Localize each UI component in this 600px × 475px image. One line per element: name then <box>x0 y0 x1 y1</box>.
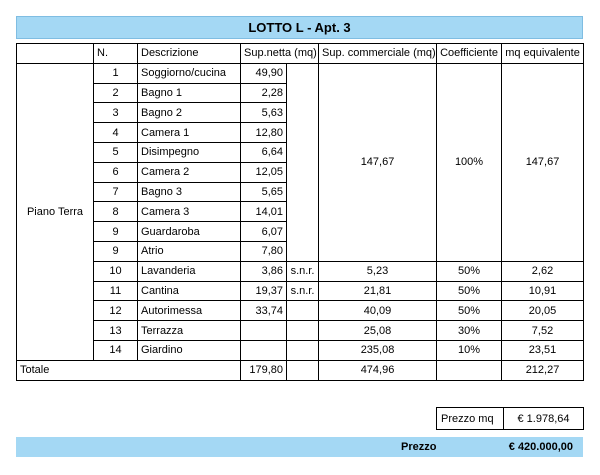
row-number: 13 <box>94 321 138 341</box>
prezzo-mq-label: Prezzo mq <box>437 408 504 430</box>
row-sup-netta: 19,37 <box>241 281 287 301</box>
row-snr <box>287 321 319 341</box>
row-description: Guardaroba <box>138 222 241 242</box>
row-number: 11 <box>94 281 138 301</box>
table-row <box>17 261 584 281</box>
header-mq-equivalente: mq equivalente <box>502 44 584 64</box>
row-sup-commerciale: 25,08 <box>319 321 437 341</box>
row-coefficiente: 30% <box>437 321 502 341</box>
row-number: 9 <box>94 241 138 261</box>
row-number: 10 <box>94 261 138 281</box>
row-description: Cantina <box>138 281 241 301</box>
row-number: 9 <box>94 222 138 242</box>
row-sup-netta: 7,80 <box>241 241 287 261</box>
prezzo-label: Prezzo <box>401 441 437 453</box>
table-row <box>17 63 584 83</box>
row-sup-netta <box>241 321 287 341</box>
row-sup-netta: 12,05 <box>241 162 287 182</box>
row-mq-equivalente: 10,91 <box>502 281 584 301</box>
row-number: 8 <box>94 202 138 222</box>
table-row <box>17 321 584 341</box>
row-sup-netta: 3,86 <box>241 261 287 281</box>
row-description: Autorimessa <box>138 301 241 321</box>
row-description: Bagno 1 <box>138 83 241 103</box>
row-number: 6 <box>94 162 138 182</box>
row-sup-commerciale: 40,09 <box>319 301 437 321</box>
row-sup-netta: 6,07 <box>241 222 287 242</box>
row-mq-equivalente: 20,05 <box>502 301 584 321</box>
row-number: 12 <box>94 301 138 321</box>
row-description: Disimpegno <box>138 142 241 162</box>
row-sup-commerciale: 21,81 <box>319 281 437 301</box>
header-n: N. <box>94 44 138 64</box>
group-coefficiente: 100% <box>437 63 502 261</box>
table-row <box>17 281 584 301</box>
row-description: Bagno 2 <box>138 103 241 123</box>
row-description: Camera 1 <box>138 123 241 143</box>
row-description: Atrio <box>138 241 241 261</box>
row-description: Camera 2 <box>138 162 241 182</box>
row-coefficiente: 10% <box>437 340 502 360</box>
prezzo-mq-box <box>436 407 584 430</box>
row-sup-netta: 33,74 <box>241 301 287 321</box>
totale-label: Totale <box>17 360 241 380</box>
table-row <box>17 340 584 360</box>
totale-sup-commerciale: 474,96 <box>319 360 437 380</box>
totale-coef-empty <box>437 360 502 380</box>
prezzo-mq-value: € 1.978,64 <box>504 408 584 430</box>
lotto-title: LOTTO L - Apt. 3 <box>16 16 583 39</box>
group-sup-commerciale: 147,67 <box>319 63 437 261</box>
row-sup-netta: 49,90 <box>241 63 287 83</box>
totale-mq-equivalente: 212,27 <box>502 360 584 380</box>
row-sup-netta: 5,65 <box>241 182 287 202</box>
table-row <box>17 301 584 321</box>
row-mq-equivalente: 7,52 <box>502 321 584 341</box>
row-sup-commerciale: 5,23 <box>319 261 437 281</box>
header-descrizione: Descrizione <box>138 44 241 64</box>
header-row <box>17 44 584 64</box>
totale-sup-netta: 179,80 <box>241 360 287 380</box>
header-sup-commerciale: Sup. commerciale (mq) <box>319 44 437 64</box>
row-number: 3 <box>94 103 138 123</box>
row-snr <box>287 340 319 360</box>
prezzo-bar <box>16 437 583 457</box>
row-description: Soggiorno/cucina <box>138 63 241 83</box>
row-sup-netta: 12,80 <box>241 123 287 143</box>
row-coefficiente: 50% <box>437 301 502 321</box>
row-number: 7 <box>94 182 138 202</box>
row-description: Giardino <box>138 340 241 360</box>
header-empty <box>17 44 94 64</box>
header-coefficiente: Coefficiente <box>437 44 502 64</box>
row-description: Lavanderia <box>138 261 241 281</box>
row-sup-netta: 5,63 <box>241 103 287 123</box>
row-number: 14 <box>94 340 138 360</box>
row-number: 5 <box>94 142 138 162</box>
row-sup-netta: 14,01 <box>241 202 287 222</box>
row-number: 4 <box>94 123 138 143</box>
row-sup-netta: 6,64 <box>241 142 287 162</box>
totale-snr-empty <box>287 360 319 380</box>
row-number: 1 <box>94 63 138 83</box>
row-description: Bagno 3 <box>138 182 241 202</box>
floor-label: Piano Terra <box>17 63 94 360</box>
row-description: Terrazza <box>138 321 241 341</box>
row-number: 2 <box>94 83 138 103</box>
row-coefficiente: 50% <box>437 261 502 281</box>
row-sup-netta: 2,28 <box>241 83 287 103</box>
totale-row <box>17 360 584 380</box>
row-description: Camera 3 <box>138 202 241 222</box>
row-sup-netta <box>241 340 287 360</box>
group-mq-equivalente: 147,67 <box>502 63 584 261</box>
prezzo-value: € 420.000,00 <box>508 441 573 453</box>
surface-table <box>16 43 584 381</box>
row-snr: s.n.r. <box>287 281 319 301</box>
row-sup-commerciale: 235,08 <box>319 340 437 360</box>
header-sup-netta: Sup.netta (mq) <box>241 44 319 64</box>
row-snr <box>287 301 319 321</box>
row-coefficiente: 50% <box>437 281 502 301</box>
row-snr: s.n.r. <box>287 261 319 281</box>
group-snr-empty <box>287 63 319 261</box>
row-mq-equivalente: 23,51 <box>502 340 584 360</box>
row-mq-equivalente: 2,62 <box>502 261 584 281</box>
